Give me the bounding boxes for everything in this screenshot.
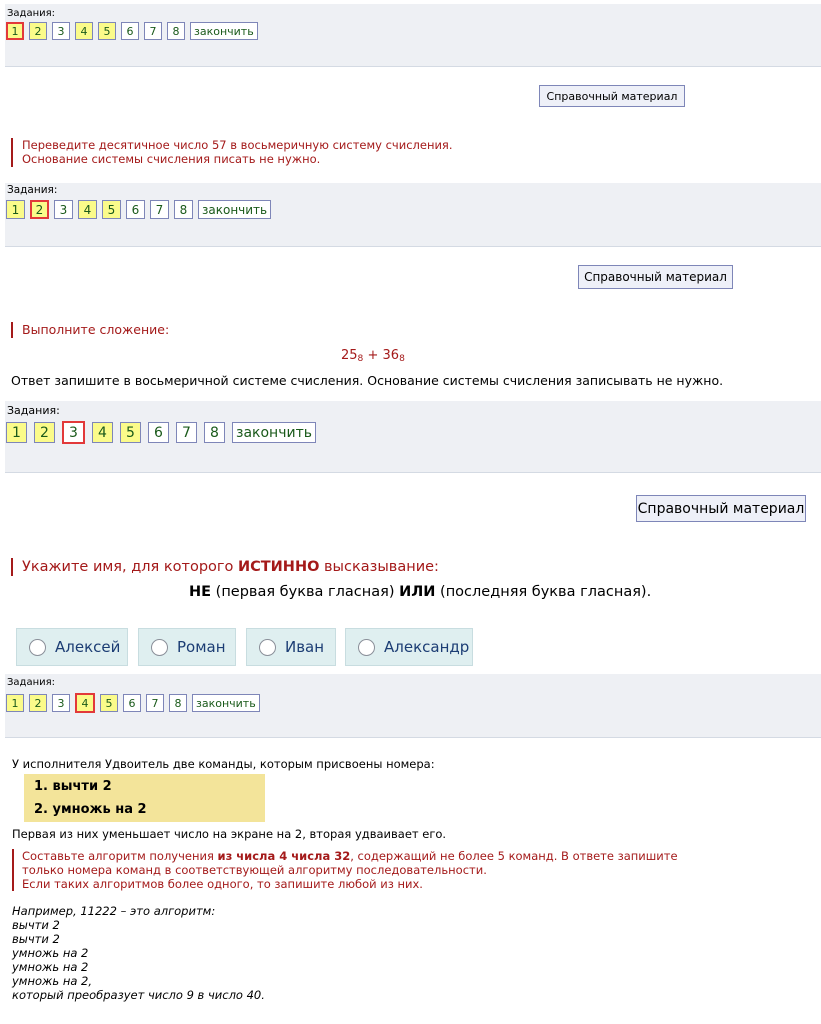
finish-button[interactable]: закончить bbox=[232, 422, 316, 443]
task-button-5[interactable]: 5 bbox=[102, 200, 121, 219]
expr-first-letter: (первая буква гласная) bbox=[211, 584, 400, 600]
task-1-text bbox=[11, 138, 453, 167]
nav-task-buttons bbox=[6, 22, 258, 40]
task-button-3[interactable]: 3 bbox=[52, 22, 70, 40]
task-nav-bar bbox=[5, 183, 821, 247]
option-aleksey[interactable] bbox=[16, 628, 128, 666]
nav-task-buttons bbox=[6, 693, 260, 713]
task-3-prompt-end: высказывание: bbox=[319, 559, 439, 575]
nav-task-buttons bbox=[6, 200, 271, 219]
task-2-prompt: Выполните сложение: bbox=[11, 322, 169, 338]
task-4-text-c: , содержащий не более 5 команд. В ответе запишите bbox=[350, 849, 678, 863]
option-label: Роман bbox=[177, 638, 226, 656]
task-button-8[interactable]: 8 bbox=[204, 422, 225, 443]
nav-title: Задания: bbox=[7, 404, 60, 417]
radio-icon[interactable] bbox=[151, 639, 168, 656]
plus-sign: + bbox=[363, 348, 383, 363]
option-roman[interactable] bbox=[138, 628, 236, 666]
task-4-intro: У исполнителя Удвоитель две команды, которым присвоены номера: bbox=[12, 757, 435, 771]
expr-not: НЕ bbox=[189, 584, 212, 600]
task-button-6[interactable]: 6 bbox=[123, 694, 141, 712]
expr-last-letter: (последняя буква гласная). bbox=[435, 584, 652, 600]
finish-button[interactable]: закончить bbox=[192, 694, 260, 712]
task-button-1[interactable]: 1 bbox=[6, 22, 24, 40]
option-label: Иван bbox=[285, 638, 325, 656]
command-1: 1. вычти 2 bbox=[34, 779, 112, 794]
task-button-4[interactable]: 4 bbox=[92, 422, 113, 443]
task-1-line-2: Основание системы счисления писать не нужно. bbox=[22, 152, 321, 167]
task-3-expression bbox=[189, 584, 651, 600]
task-button-2[interactable]: 2 bbox=[29, 22, 47, 40]
task-2-answer-note: Ответ запишите в восьмеричной системе счисления. Основание системы счисления записывать не нужно. bbox=[11, 373, 724, 388]
term-1-base: 8 bbox=[357, 354, 364, 364]
task-3-prompt-emphasis: ИСТИННО bbox=[238, 559, 320, 575]
option-aleksandr[interactable] bbox=[345, 628, 473, 666]
task-button-3[interactable]: 3 bbox=[52, 694, 70, 712]
task-nav-bar bbox=[5, 674, 821, 738]
task-button-1[interactable]: 1 bbox=[6, 422, 27, 443]
task-button-7[interactable]: 7 bbox=[146, 694, 164, 712]
task-button-6[interactable]: 6 bbox=[126, 200, 145, 219]
reference-material-button[interactable]: Справочный материал bbox=[539, 85, 685, 107]
task-4-line-1 bbox=[22, 849, 678, 863]
reference-material-button[interactable]: Справочный материал bbox=[636, 495, 806, 522]
expr-or: ИЛИ bbox=[399, 584, 436, 600]
task-button-8[interactable]: 8 bbox=[169, 694, 187, 712]
nav-title: Задания: bbox=[7, 8, 56, 19]
command-2: 2. умножь на 2 bbox=[34, 802, 147, 817]
term-1: 25 bbox=[341, 348, 358, 363]
task-button-2[interactable]: 2 bbox=[34, 422, 55, 443]
task-2-expression bbox=[341, 348, 405, 364]
example-line: умножь на 2 bbox=[12, 946, 89, 960]
task-nav-bar bbox=[5, 4, 821, 67]
option-ivan[interactable] bbox=[246, 628, 336, 666]
example-line: вычти 2 bbox=[12, 918, 60, 932]
task-4-assignment bbox=[12, 849, 678, 891]
task-3-prompt bbox=[11, 558, 439, 576]
task-4-emphasis: из числа 4 числа 32 bbox=[217, 849, 351, 863]
radio-icon[interactable] bbox=[358, 639, 375, 656]
task-button-6[interactable]: 6 bbox=[148, 422, 169, 443]
term-2: 36 bbox=[382, 348, 400, 363]
example-line: который преобразует число 9 в число 40. bbox=[12, 988, 265, 1002]
radio-icon[interactable] bbox=[29, 639, 46, 656]
task-button-3[interactable]: 3 bbox=[62, 421, 85, 444]
task-button-6[interactable]: 6 bbox=[121, 22, 139, 40]
task-button-5[interactable]: 5 bbox=[98, 22, 116, 40]
task-button-1[interactable]: 1 bbox=[6, 200, 25, 219]
task-4-line-3: Если таких алгоритмов более одного, то запишите любой из них. bbox=[22, 877, 423, 891]
task-nav-bar bbox=[5, 401, 821, 473]
task-4-description: Первая из них уменьшает число на экране на 2, вторая удваивает его. bbox=[12, 827, 447, 841]
reference-material-button[interactable]: Справочный материал bbox=[578, 265, 733, 289]
task-button-7[interactable]: 7 bbox=[176, 422, 197, 443]
task-button-7[interactable]: 7 bbox=[150, 200, 169, 219]
example-line: умножь на 2 bbox=[12, 960, 89, 974]
task-button-8[interactable]: 8 bbox=[174, 200, 193, 219]
task-button-4[interactable]: 4 bbox=[75, 22, 93, 40]
nav-title: Задания: bbox=[7, 677, 56, 688]
task-button-2[interactable]: 2 bbox=[29, 694, 47, 712]
example-block bbox=[12, 904, 265, 1002]
task-button-5[interactable]: 5 bbox=[100, 694, 118, 712]
option-label: Александр bbox=[384, 638, 470, 656]
option-label: Алексей bbox=[55, 638, 121, 656]
task-4-line-2: только номера команд в соответствующей алгоритму последовательности. bbox=[22, 863, 487, 877]
task-button-3[interactable]: 3 bbox=[54, 200, 73, 219]
task-3-prompt-start: Укажите имя, для которого bbox=[22, 559, 238, 575]
radio-icon[interactable] bbox=[259, 639, 276, 656]
task-button-4[interactable]: 4 bbox=[75, 693, 95, 713]
finish-button[interactable]: закончить bbox=[198, 200, 271, 219]
term-2-base: 8 bbox=[399, 354, 405, 364]
task-button-1[interactable]: 1 bbox=[6, 694, 24, 712]
example-line: вычти 2 bbox=[12, 932, 60, 946]
task-button-8[interactable]: 8 bbox=[167, 22, 185, 40]
example-line: умножь на 2, bbox=[12, 974, 93, 988]
example-line: Например, 11222 – это алгоритм: bbox=[12, 904, 216, 918]
task-button-7[interactable]: 7 bbox=[144, 22, 162, 40]
task-button-2[interactable]: 2 bbox=[30, 200, 49, 219]
task-4-text-a: Составьте алгоритм получения bbox=[22, 849, 218, 863]
nav-title: Задания: bbox=[7, 184, 58, 196]
nav-task-buttons bbox=[6, 421, 316, 444]
task-button-5[interactable]: 5 bbox=[120, 422, 141, 443]
task-button-4[interactable]: 4 bbox=[78, 200, 97, 219]
task-1-line-1: Переведите десятичное число 57 в восьмеричную систему счисления. bbox=[22, 138, 453, 152]
finish-button[interactable]: закончить bbox=[190, 22, 258, 40]
